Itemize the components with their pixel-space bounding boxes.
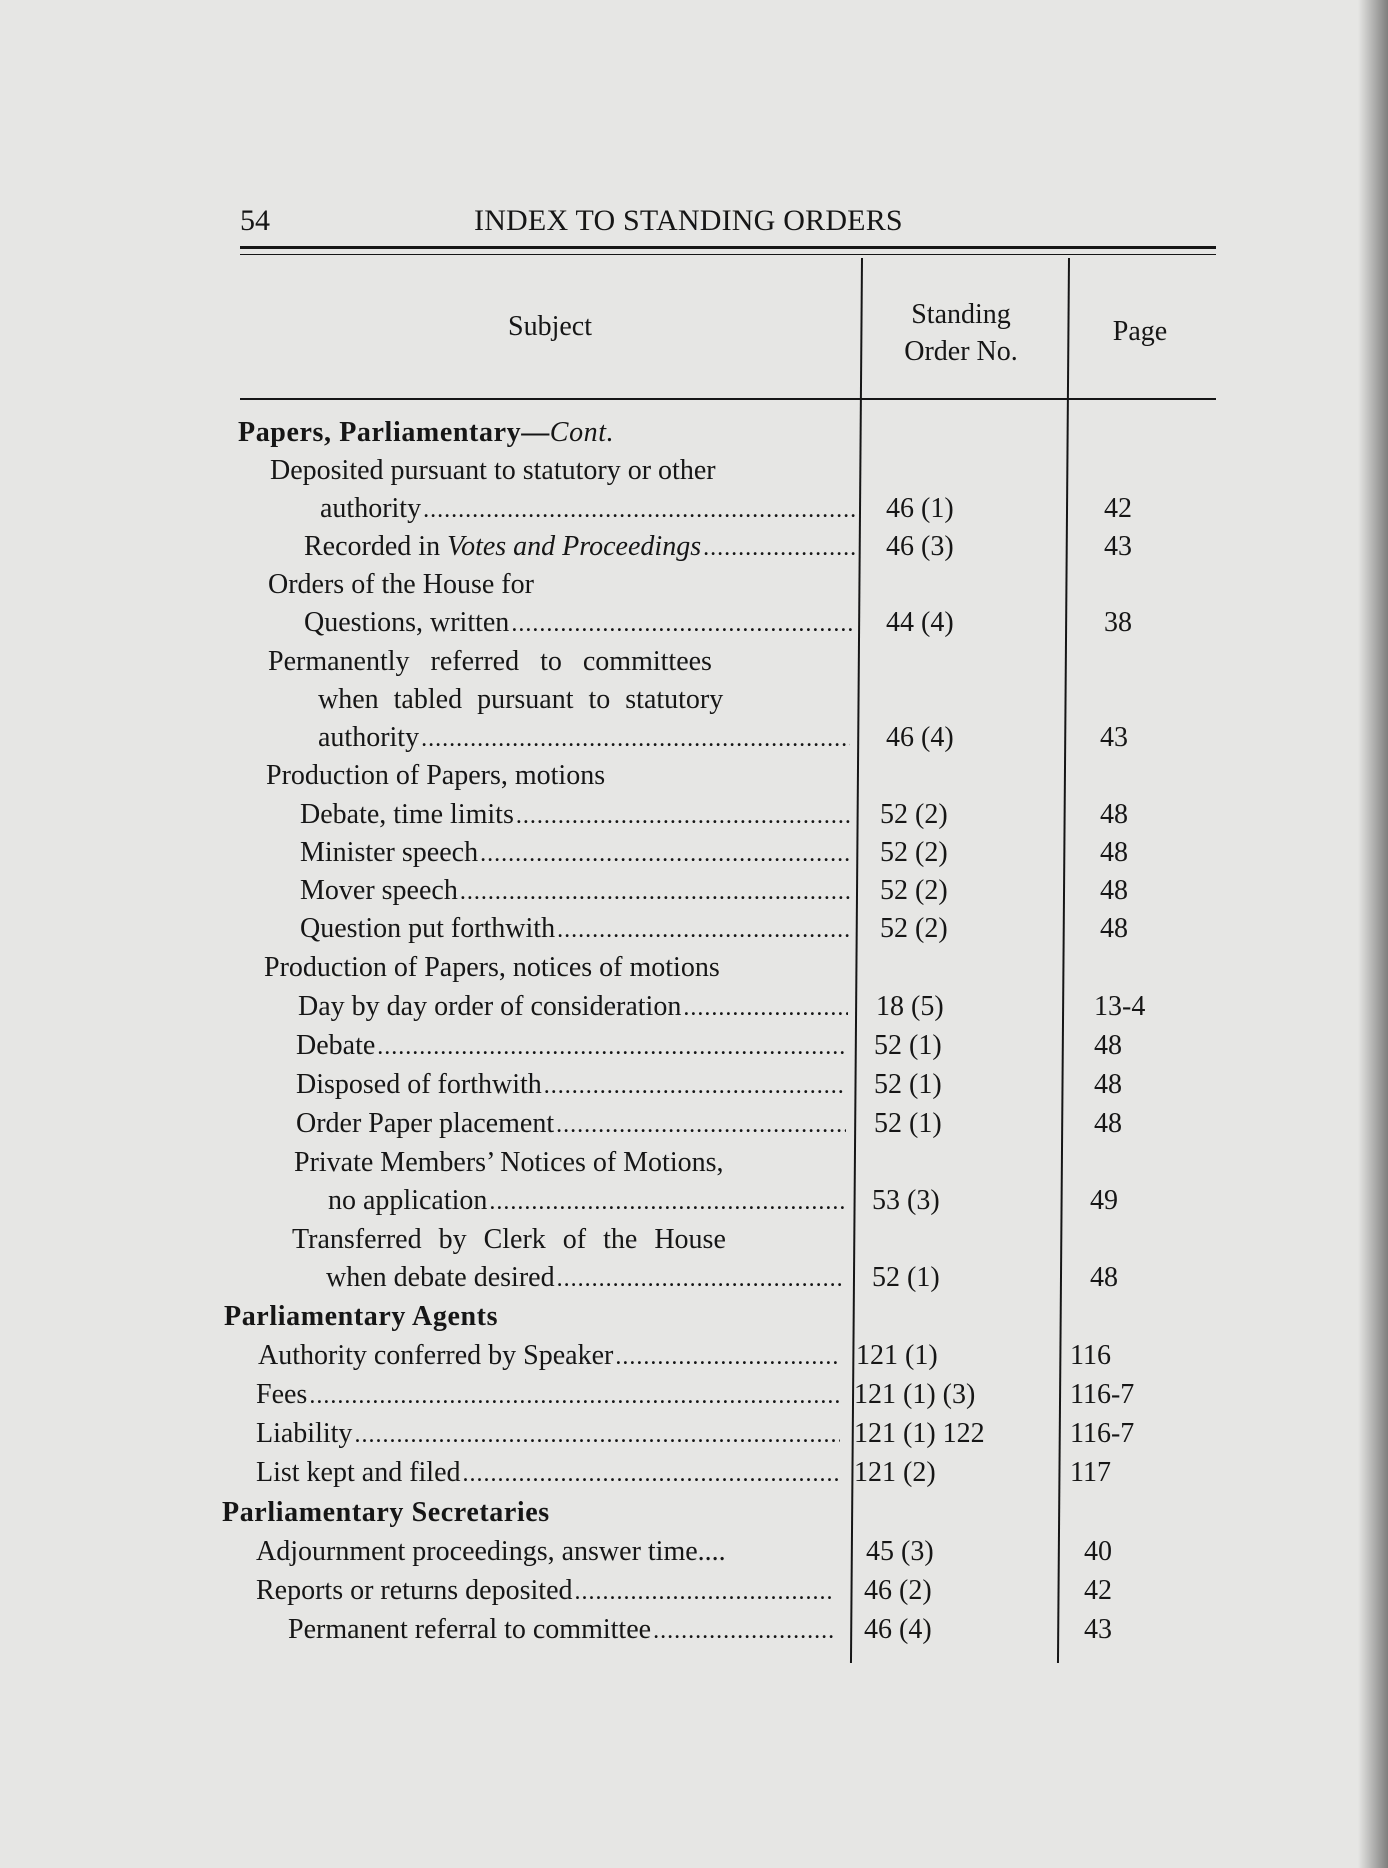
heading-label: Papers, Parliamentary— [238, 417, 550, 448]
dot-leader [489, 1182, 844, 1221]
page-reference: 42 [1104, 493, 1132, 524]
page-reference: 117 [1070, 1457, 1111, 1488]
entry-text: Adjournment proceedings, answer time.... [256, 1536, 726, 1567]
entry-text: when tabled pursuant to statutory [318, 684, 724, 715]
dot-leader [544, 1066, 846, 1105]
dot-leader [421, 719, 850, 758]
page-number: 54 [240, 204, 270, 237]
entry-text: Transferred by Clerk of the House [292, 1224, 726, 1255]
dot-leader [511, 604, 854, 643]
entry-text: List kept and filed [256, 1457, 461, 1488]
page-reference: 43 [1104, 531, 1132, 562]
dot-leader [557, 910, 850, 949]
dot-leader [516, 796, 850, 835]
entry-text: Orders of the House for [268, 569, 534, 600]
standing-order-number: 121 (1) (3) [854, 1379, 976, 1410]
entry-text: Authority conferred by Speaker [258, 1340, 614, 1371]
standing-order-number: 52 (1) [874, 1108, 942, 1139]
running-title: INDEX TO STANDING ORDERS [474, 204, 903, 237]
dot-leader [557, 1259, 842, 1298]
entry-text: Disposed of forthwith [296, 1069, 542, 1100]
entry-text: Mover speech [300, 875, 458, 906]
entry-text: Permanently referred to committees [268, 646, 712, 677]
page-reference: 48 [1100, 875, 1128, 906]
standing-order-number: 52 (1) [874, 1030, 942, 1061]
entry-text: Questions, written [304, 607, 510, 638]
entry-text: Debate [296, 1030, 376, 1061]
entry-text: no application [328, 1185, 488, 1216]
dot-leader [480, 834, 850, 873]
entry-text: Order Paper placement [296, 1108, 555, 1139]
dot-leader [377, 1027, 846, 1066]
standing-order-number: 52 (2) [880, 837, 948, 868]
entry-text-italic: Votes and Proceedings [447, 531, 702, 562]
top-rule-thin [240, 254, 1216, 255]
standing-order-number: 18 (5) [876, 991, 944, 1022]
standing-order-number: 53 (3) [872, 1185, 940, 1216]
entry-text: Recorded in [304, 531, 448, 562]
page-reference: 48 [1100, 837, 1128, 868]
column-divider-right [1057, 258, 1070, 1663]
entry-text: Reports or returns deposited [256, 1575, 573, 1606]
entry-text: Question put forthwith [300, 913, 556, 944]
dot-leader [703, 528, 856, 567]
dot-leader [463, 1454, 840, 1493]
page-reference: 116 [1070, 1340, 1111, 1371]
standing-order-number: 121 (1) [856, 1340, 938, 1371]
entry-text: Deposited pursuant to statutory or other [270, 455, 716, 486]
dot-leader [309, 1376, 840, 1415]
page-reference: 43 [1084, 1614, 1112, 1645]
entry-text: Permanent referral to committee [288, 1614, 652, 1645]
page-reference: 116-7 [1070, 1379, 1135, 1410]
page-reference: 49 [1090, 1185, 1118, 1216]
page-reference: 13-4 [1094, 991, 1146, 1022]
page-reference: 116-7 [1070, 1418, 1135, 1449]
column-heading-standing-order-line1: Standing [911, 299, 1011, 330]
entry-text: Liability [256, 1418, 353, 1449]
heading-rule [240, 398, 1216, 400]
standing-order-number: 45 (3) [866, 1536, 934, 1567]
standing-order-number: 121 (1) 122 [854, 1418, 985, 1449]
dot-leader [354, 1415, 840, 1454]
standing-order-number: 46 (4) [886, 722, 954, 753]
dot-leader [460, 872, 850, 911]
entry-text: when debate desired [326, 1262, 555, 1293]
heading-cont: Cont. [549, 417, 615, 448]
standing-order-number: 46 (3) [886, 531, 954, 562]
running-header [240, 200, 1220, 240]
entry-text: Production of Papers, motions [266, 760, 606, 791]
standing-order-number: 121 (2) [854, 1457, 936, 1488]
column-heading-subject: Subject [508, 311, 592, 342]
standing-order-number: 52 (2) [880, 913, 948, 944]
page-reference: 40 [1084, 1536, 1112, 1567]
dot-leader [423, 490, 856, 529]
page-reference: 48 [1090, 1262, 1118, 1293]
page-reference: 48 [1100, 799, 1128, 830]
entry-text: authority [320, 493, 422, 524]
page-reference: 42 [1084, 1575, 1112, 1606]
entry-text: Day by day order of consideration [298, 991, 682, 1022]
dot-leader [615, 1337, 840, 1376]
standing-order-number: 46 (4) [864, 1614, 932, 1645]
standing-order-number: 52 (1) [872, 1262, 940, 1293]
page-reference: 48 [1100, 913, 1128, 944]
entry-text: Production of Papers, notices of motions [264, 952, 720, 983]
column-heading-page: Page [1112, 316, 1168, 347]
standing-order-number: 44 (4) [886, 607, 954, 638]
entry-text: Debate, time limits [300, 799, 514, 830]
standing-order-number: 46 (2) [864, 1575, 932, 1606]
entry-text: Fees [256, 1379, 308, 1410]
standing-order-number: 52 (2) [880, 799, 948, 830]
standing-order-number: 52 (1) [874, 1069, 942, 1100]
page-edge-shadow [1358, 0, 1388, 1868]
column-heading-standing-order [866, 296, 1056, 370]
page-reference: 48 [1094, 1108, 1122, 1139]
page-reference: 48 [1094, 1030, 1122, 1061]
standing-order-number: 52 (2) [880, 875, 948, 906]
entry-text: Minister speech [300, 837, 479, 868]
dot-leader [575, 1572, 835, 1611]
entry-text: Private Members’ Notices of Motions, [294, 1147, 724, 1178]
dot-leader [653, 1611, 834, 1650]
page-reference: 38 [1104, 607, 1132, 638]
top-rule-thick [240, 246, 1216, 249]
standing-order-number: 46 (1) [886, 493, 954, 524]
page-reference: 43 [1100, 722, 1128, 753]
dot-leader [556, 1105, 846, 1144]
column-heading-standing-order-line2: Order No. [904, 336, 1018, 367]
page-reference: 48 [1094, 1069, 1122, 1100]
heading-label: Parliamentary Secretaries [222, 1497, 550, 1528]
dot-leader [683, 988, 848, 1027]
entry-text: authority [318, 722, 420, 753]
heading-label: Parliamentary Agents [224, 1301, 499, 1332]
